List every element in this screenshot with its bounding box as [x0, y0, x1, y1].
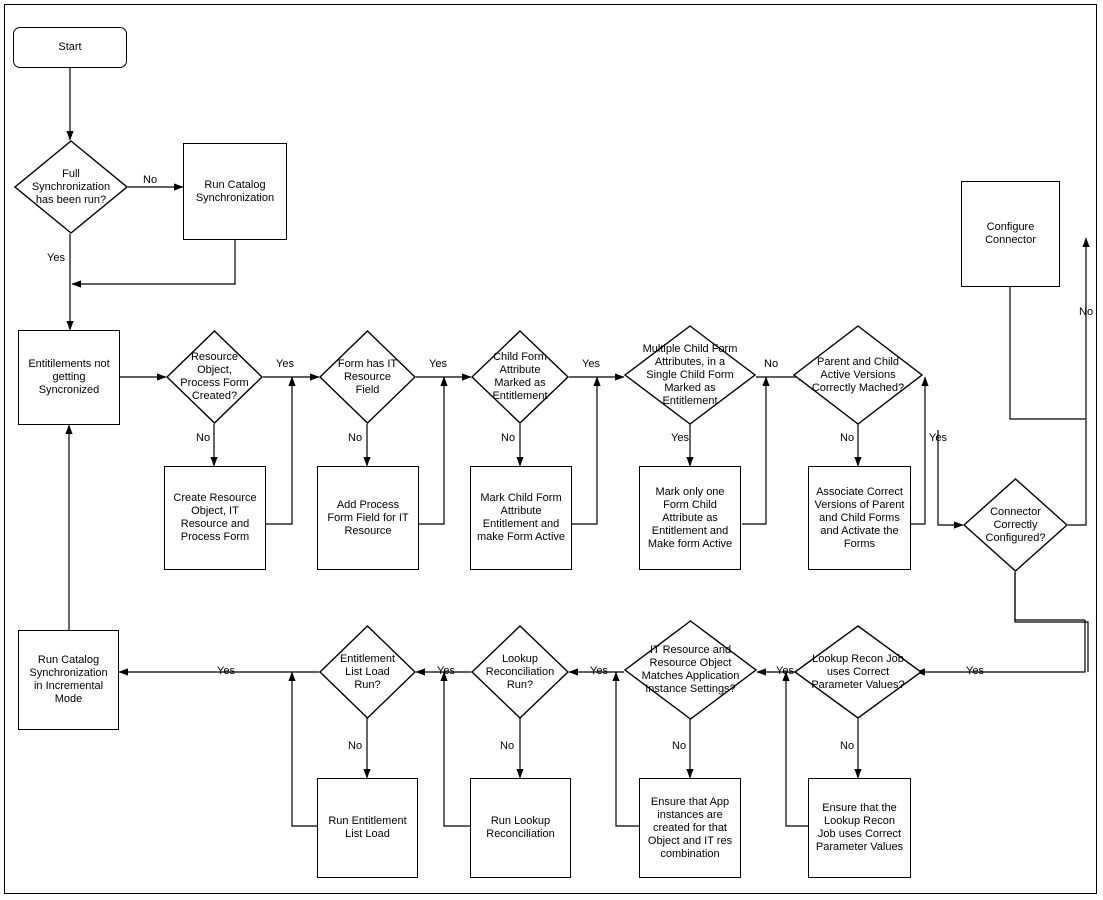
node-label: Ensure that App instances are created for that Object and IT res combination	[647, 795, 733, 860]
edge-label-yes-full-sync: Yes	[47, 252, 65, 264]
node-label: Entitlement List Load Run?	[339, 652, 395, 691]
node-add-process-form-field[interactable]	[317, 466, 419, 570]
edge-label-yes-it-resource: Yes	[590, 665, 608, 677]
node-label: Resource Object, Process Form Created?	[180, 351, 249, 402]
node-run-catalog-sync-incremental[interactable]	[18, 630, 119, 730]
edge-label-no-resource-object: No	[196, 432, 211, 444]
node-label: Ensure that the Lookup Recon Job uses Correct Parameter Values	[815, 802, 904, 853]
node-entitlement-list-load-run-question[interactable]	[319, 625, 416, 719]
node-label: Form has IT Resource Field	[337, 357, 398, 396]
node-label: Entitilements not getting Syncronized	[28, 358, 110, 396]
edge-label-yes-ent-list: Yes	[217, 665, 235, 677]
node-mark-only-one-child-attribute[interactable]	[639, 466, 741, 570]
node-lookup-reconciliation-run-question[interactable]	[471, 625, 569, 719]
node-label: Run Catalog Synchronization in Incremental Mode	[29, 654, 108, 705]
edge-label-yes-form-it: Yes	[429, 358, 447, 370]
node-lookup-recon-job-parameters-question[interactable]	[794, 625, 922, 719]
edge-label-no-multi-child: No	[764, 358, 779, 370]
edge-label-no-full-sync: No	[143, 174, 158, 186]
node-configure-connector[interactable]	[961, 181, 1060, 287]
edge-label-no-lookup-recon-params: No	[840, 740, 855, 752]
node-label: Connector Correctly Configured?	[985, 505, 1046, 544]
edge-label-no-connector: No	[1079, 306, 1094, 318]
edge-label-yes-lookup-recon-params: Yes	[776, 665, 794, 677]
edge-label-yes-child-attr: Yes	[582, 358, 600, 370]
node-label: Run Catalog Synchronization	[195, 178, 275, 204]
node-ensure-app-instances[interactable]	[639, 778, 741, 878]
node-run-entitlement-list-load[interactable]	[317, 778, 418, 878]
node-connector-configured-question[interactable]	[963, 478, 1068, 572]
edge-label-yes-connector: Yes	[966, 665, 984, 677]
node-label: Start	[58, 41, 82, 53]
node-associate-correct-versions[interactable]	[808, 466, 911, 570]
node-label: Run Lookup Reconciliation	[486, 815, 555, 840]
node-label: Lookup Reconciliation Run?	[485, 652, 555, 691]
node-label: Mark only one Form Child Attribute as Entitlement and Make form Active	[647, 485, 733, 550]
diagram-border	[4, 4, 1097, 894]
node-run-lookup-reconciliation[interactable]	[470, 778, 571, 878]
node-label: Create Resource Object, IT Resource and Process Form	[173, 492, 257, 543]
edge-label-no-versions: No	[840, 432, 855, 444]
node-label: Run Entitlement List Load	[328, 815, 407, 840]
node-label: Multiple Child Form Attributes, in a Single Child Form Marked as Entitlement	[642, 342, 738, 407]
node-parent-child-versions-question[interactable]	[793, 325, 923, 425]
edge-label-yes-versions: Yes	[929, 432, 947, 444]
edge-label-yes-resource-object: Yes	[276, 358, 294, 370]
node-ensure-lookup-recon-job-parameters[interactable]	[808, 778, 911, 878]
edge-label-no-form-it: No	[348, 432, 363, 444]
node-run-catalog-synchronization[interactable]	[183, 143, 287, 240]
node-label: Parent and Child Active Versions Correctly Mached?	[811, 355, 905, 394]
edge-label-no-child-attr: No	[501, 432, 516, 444]
edge-label-yes-multi-child: Yes	[671, 432, 689, 444]
node-mark-child-form-attribute[interactable]	[470, 466, 572, 570]
node-label: Associate Correct Versions of Parent and Child Forms and Activate the Forms	[814, 485, 905, 550]
node-label: Lookup Recon Job uses Correct Parameter Values?	[811, 652, 905, 691]
node-full-sync-question[interactable]	[14, 140, 128, 234]
node-label: Add Process Form Field for IT Resource	[327, 498, 409, 537]
node-start[interactable]	[13, 27, 127, 68]
node-label: Mark Child Form Attribute Entitlement and make Form Active	[476, 492, 566, 543]
node-child-form-attribute-question[interactable]	[471, 330, 569, 424]
edge-label-no-ent-list: No	[348, 740, 363, 752]
node-multiple-child-form-attributes-question[interactable]	[624, 325, 756, 425]
node-resource-object-question[interactable]	[166, 330, 263, 424]
node-form-has-it-resource-field-question[interactable]	[319, 330, 416, 424]
node-it-resource-matches-app-instance-question[interactable]	[624, 620, 757, 720]
node-create-resource-object[interactable]	[164, 466, 266, 570]
node-label: Child Form Attribute Marked as Entitlement	[492, 351, 548, 402]
edge-label-yes-lookup-recon-run: Yes	[437, 665, 455, 677]
node-label: Full Synchronization has been run?	[31, 167, 111, 206]
node-label: Configure Connector	[985, 221, 1036, 246]
node-entitlements-not-synchronized[interactable]	[18, 330, 120, 425]
edge-label-no-it-resource: No	[672, 740, 687, 752]
edge-label-no-lookup-recon-run: No	[500, 740, 515, 752]
node-label: IT Resource and Resource Object Matches Application Instance Settings?	[641, 644, 740, 695]
